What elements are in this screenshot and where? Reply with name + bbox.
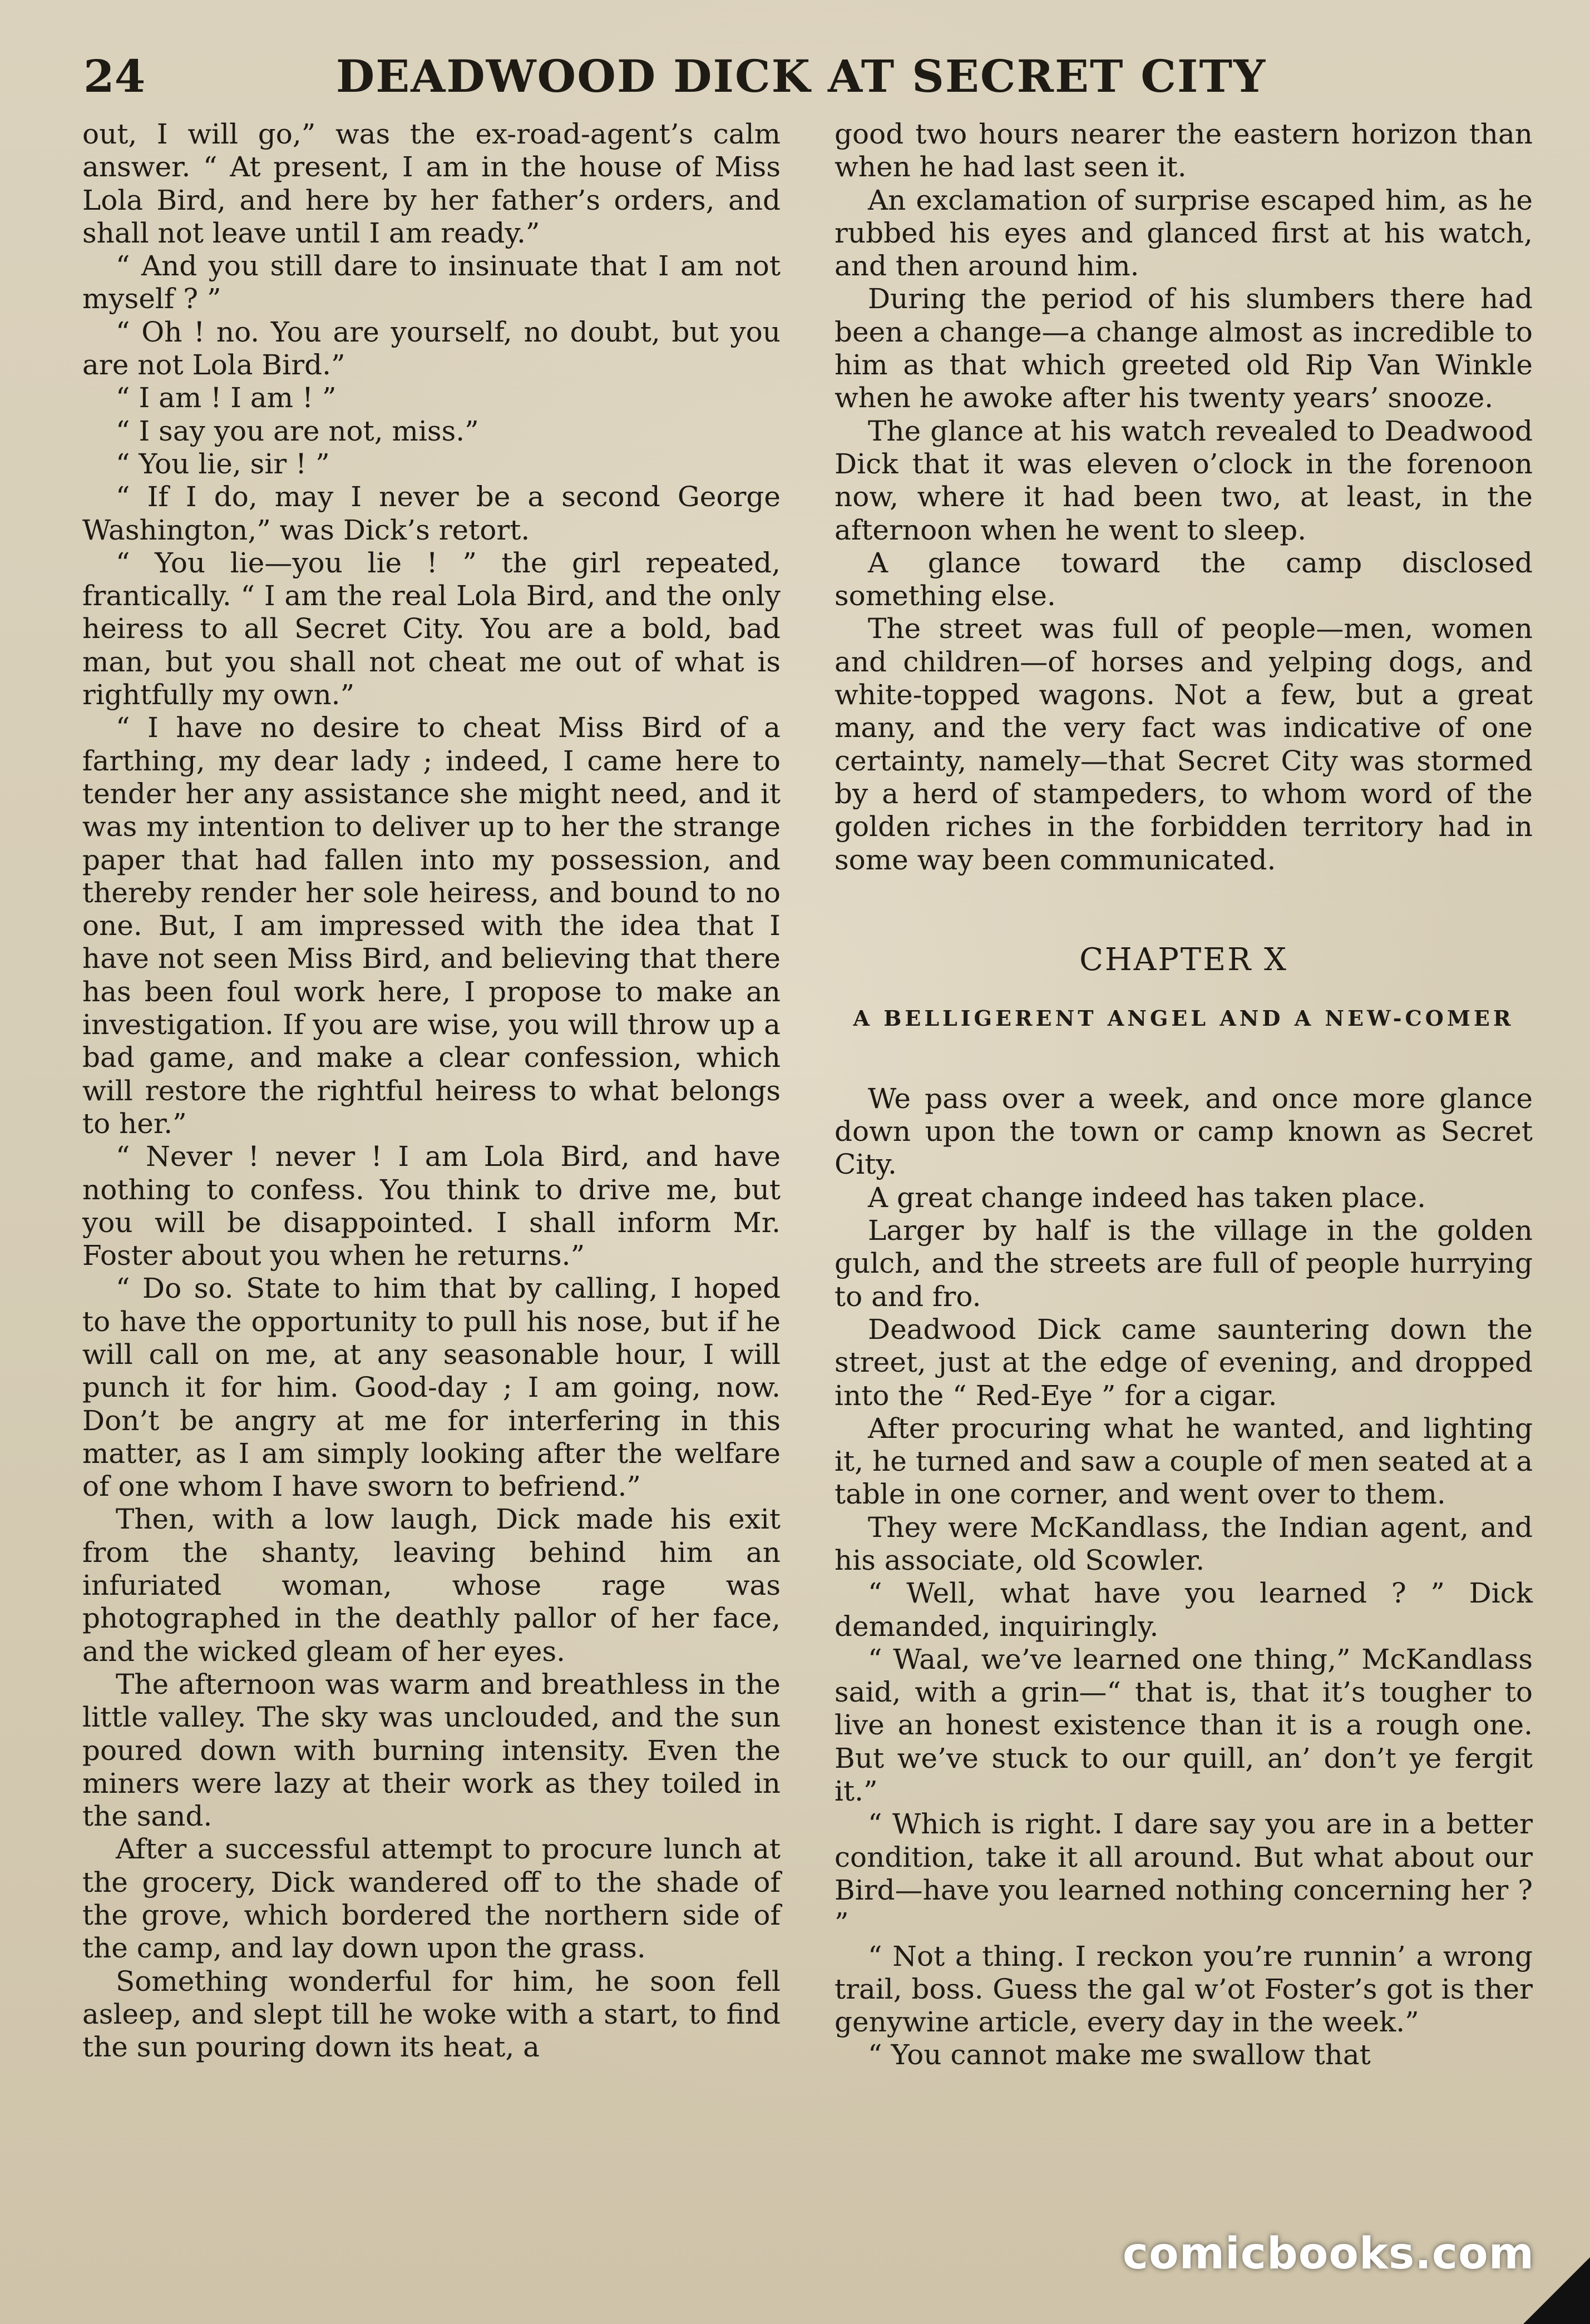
paragraph: They were McKandlass, the Indian agent, and his associate, old Scowler. <box>834 1511 1533 1576</box>
chapter-title: CHAPTER X <box>1079 941 1288 978</box>
paragraph: out, I will go,” was the ex-road-agent’s calm answer. “ At present, I am in the house of Miss Lola Bird, and here by her father’s orders, and shall not leave until I am ready.” <box>82 118 781 249</box>
paragraph: “ You cannot make me swallow that <box>868 2039 1371 2071</box>
page-header <box>83 46 1519 107</box>
paragraph: An exclamation of surprise escaped him, as he rubbed his eyes and glanced first at his watch, and then around him. <box>834 184 1533 283</box>
paragraph: “ If I do, may I never be a second George Washington,” was Dick’s retort. <box>82 481 781 546</box>
paragraph: During the period of his slumbers there had been a change—a change almost as incredible to him as that which greeted old Rip Van Winkle when he awoke after his twenty years’ snooze. <box>834 283 1533 414</box>
right-column <box>834 118 1533 2072</box>
paragraph: Deadwood Dick came sauntering down the street, just at the edge of evening, and dropped into the “ Red-Eye ” for a cigar. <box>834 1313 1533 1412</box>
paragraph: “ I am ! I am ! ” <box>116 382 337 414</box>
left-column <box>82 118 781 2064</box>
paragraph: A glance toward the camp disclosed something else. <box>834 546 1533 612</box>
paragraph: “ Never ! never ! I am Lola Bird, and have nothing to confess. You think to drive me, but you will be disappointed. I shall inform Mr. Foster about you when he returns.” <box>82 1140 781 1272</box>
paragraph: After a successful attempt to procure lunch at the grocery, Dick wandered off to the shade of the grove, which bordered the northern side of the camp, and lay down upon the grass. <box>82 1833 781 1965</box>
chapter-subtitle: A BELLIGERENT ANGEL AND A NEW-COMER <box>853 1005 1514 1031</box>
paragraph: good two hours nearer the eastern horizon than when he had last seen it. <box>834 118 1533 184</box>
paragraph: We pass over a week, and once more glance down upon the town or camp known as Secret City. <box>834 1082 1533 1181</box>
page-corner <box>1523 2257 1590 2324</box>
watermark: comicbooks.com <box>1122 2229 1534 2279</box>
paragraph: “ Oh ! no. You are yourself, no doubt, but you are not Lola Bird.” <box>82 315 781 382</box>
running-title: DEADWOOD DICK AT SECRET CITY <box>335 50 1267 102</box>
paragraph: “ Waal, we’ve learned one thing,” McKandlass said, with a grin—“ that is, that it’s tougher to live an honest existence than it is a rough one. But we’ve stuck to our quill, an’ don’t ye fergit it.” <box>834 1643 1533 1808</box>
paragraph: “ Which is right. I dare say you are in a better condition, take it all around. But what about our Bird—have you learned nothing concerning her ? ” <box>834 1808 1533 1940</box>
paragraph: “ Well, what have you learned ? ” Dick demanded, inquiringly. <box>834 1577 1533 1643</box>
paragraph: The street was full of people—men, women and children—of horses and yelping dogs, and white-topped wagons. Not a few, but a great many, and the very fact was indicative of one certainty, namely—that Secret City was stormed by a herd of stampeders, to whom word of the golden riches in the forbidden territory had in some way been communicated. <box>834 612 1533 876</box>
paragraph: A great change indeed has taken place. <box>868 1181 1426 1214</box>
paragraph: Something wonderful for him, he soon fell asleep, and slept till he woke with a start, to find the sun pouring down its heat, a <box>82 1965 781 2064</box>
paragraph: The glance at his watch revealed to Deadwood Dick that it was eleven o’clock in the forenoon now, where it had been two, at least, in the afternoon when he went to sleep. <box>834 414 1533 546</box>
page-number: 24 <box>83 50 146 102</box>
paragraph: After procuring what he wanted, and lighting it, he turned and saw a couple of men seated at a table in one corner, and went over to them. <box>834 1412 1533 1511</box>
paragraph: The afternoon was warm and breathless in the little valley. The sky was unclouded, and the sun poured down with burning intensity. Even the miners were lazy at their work as they toiled in the sand. <box>82 1668 781 1833</box>
paragraph: “ You lie, sir ! ” <box>116 447 330 480</box>
paragraph: “ Do so. State to him that by calling, I hoped to have the opportunity to pull his nose, but if he will call on me, at any seasonable hour, I will punch it for him. Good-day ; I am going, now. Don’t be angry at me for interfering in this matter, as I am simply looking after the welfare of one whom I have sworn to befriend.” <box>82 1272 781 1503</box>
paragraph: “ And you still dare to insinuate that I am not myself ? ” <box>82 250 781 315</box>
paragraph: “ I say you are not, miss.” <box>116 414 479 447</box>
paragraph: Larger by half is the village in the golden gulch, and the streets are full of people hurrying to and fro. <box>834 1214 1533 1313</box>
paragraph: “ I have no desire to cheat Miss Bird of a farthing, my dear lady ; indeed, I came here to tender her any assistance she might need, and it was my intention to deliver up to her the strange paper that had fallen into my possession, and thereby render her sole heiress, and bound to no one. But, I am impressed with the idea that I have not seen Miss Bird, and believing that there has been foul work here, I propose to make an investigation. If you are wise, you will throw up a bad game, and make a clear confession, which will restore the rightful heiress to what belongs to her.” <box>82 711 781 1140</box>
paragraph: Then, with a low laugh, Dick made his exit from the shanty, leaving behind him an infuriated woman, whose rage was photographed in the deathly pallor of her face, and the wicked gleam of her eyes. <box>82 1503 781 1668</box>
paragraph: “ Not a thing. I reckon you’re runnin’ a wrong trail, boss. Guess the gal w’ot Foster’s got is ther genywine article, every day in the week.” <box>834 1940 1533 2039</box>
paragraph: “ You lie—you lie ! ” the girl repeated, frantically. “ I am the real Lola Bird, and the only heiress to all Secret City. You are a bold, bad man, but you shall not cheat me out of what is rightfully my own.” <box>82 546 781 711</box>
